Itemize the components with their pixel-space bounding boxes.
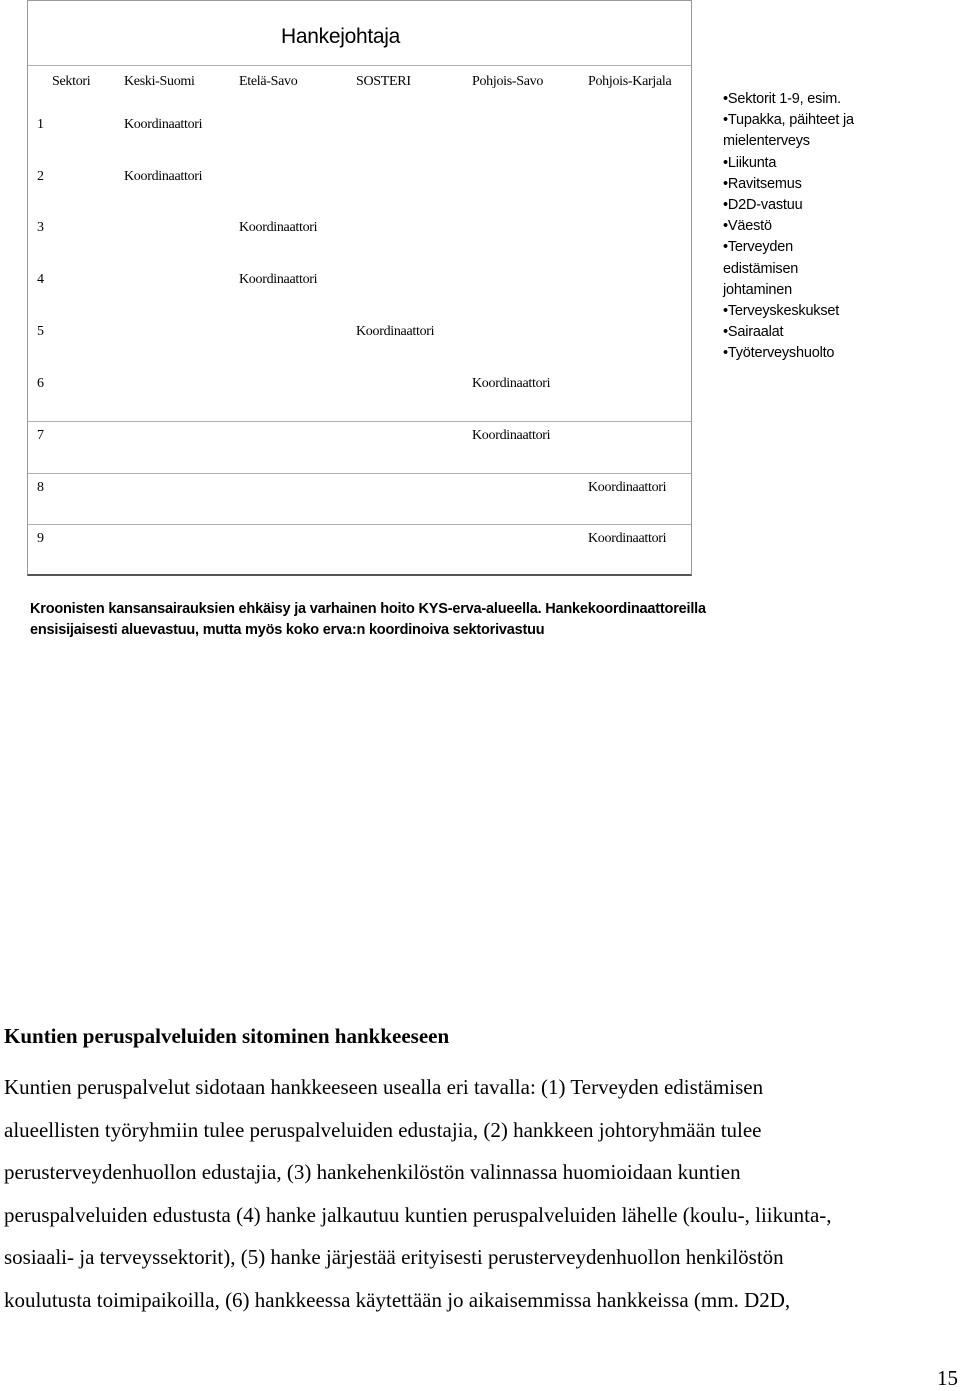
sector-number: 4 (37, 272, 44, 287)
body-paragraph (4, 1066, 949, 1321)
sector-number: 9 (37, 531, 44, 546)
column-header: Pohjois-Karjala (588, 74, 672, 89)
sector-number: 3 (37, 220, 44, 235)
sector-list (723, 89, 923, 365)
coordinator-cell: Koordinaattori (588, 480, 667, 495)
sector-list-item: •Tupakka, päihteet ja (723, 112, 854, 129)
row-divider (28, 473, 691, 474)
sector-number: 5 (37, 324, 44, 339)
sector-list-item: johtaminen (723, 281, 792, 298)
column-header: SOSTERI (356, 74, 411, 89)
column-header: Pohjois-Savo (472, 74, 544, 89)
coordinator-cell: Koordinaattori (356, 324, 435, 339)
coordinator-cell: Koordinaattori (124, 117, 203, 132)
sector-list-item: •Ravitsemus (723, 175, 802, 192)
sector-list-item: •Sairaalat (723, 324, 784, 341)
header-divider (28, 65, 691, 66)
page-number: 15 (937, 1366, 958, 1390)
diagram-caption (30, 599, 930, 641)
body-line: sosiaali- ja terveyssektorit), (5) hanke järjestää erityisesti perusterveydenhuollon henkilöstön (4, 1245, 784, 1269)
column-header: Keski-Suomi (124, 74, 195, 89)
diagram-title: Hankejohtaja (281, 25, 400, 48)
sector-list-item: •Liikunta (723, 154, 777, 171)
sector-list-item: •Väestö (723, 218, 772, 235)
coordinator-cell: Koordinaattori (239, 272, 318, 287)
sector-number: 2 (37, 169, 44, 184)
section-heading: Kuntien peruspalveluiden sitominen hankkeeseen (4, 1024, 450, 1048)
row-divider (28, 524, 691, 525)
sector-list-item: edistämisen (723, 260, 799, 277)
body-line: koulutusta toimipaikoilla, (6) hankkeessa käytettään jo aikaisemmissa hankkeissa (mm. D2D, (4, 1287, 791, 1312)
coordinator-cell: Koordinaattori (472, 376, 551, 391)
column-header: Etelä-Savo (239, 74, 298, 89)
caption-line: ensisijaisesti aluevastuu, mutta myös koko erva:n koordinoiva sektorivastuu (30, 622, 545, 638)
sector-number: 8 (37, 480, 44, 495)
sector-number: 7 (37, 428, 44, 443)
body-line: peruspalveluiden edustusta (4) hanke jalkautuu kuntien peruspalveluiden lähelle (koulu-, liikunta-, (4, 1202, 832, 1227)
sector-list-item: •Terveyskeskukset (723, 303, 840, 320)
sector-list-item: •Sektorit 1-9, esim. (723, 91, 841, 107)
column-header: Sektori (52, 74, 91, 89)
coordinator-cell: Koordinaattori (239, 220, 318, 235)
coordinator-cell: Koordinaattori (588, 531, 667, 546)
row-divider (28, 421, 691, 422)
sector-number: 1 (37, 117, 44, 132)
sector-number: 6 (37, 376, 44, 391)
body-line: alueellisten työryhmiin tulee peruspalveluiden edustajia, (2) hankkeen johtoryhmään tulee (4, 1117, 762, 1142)
body-line: Kuntien peruspalvelut sidotaan hankkeeseen usealla eri tavalla: (1) Terveyden edistämisen (4, 1075, 764, 1099)
coordinator-cell: Koordinaattori (124, 169, 203, 184)
coordinator-cell: Koordinaattori (472, 428, 551, 443)
sector-list-item: mielenterveys (723, 133, 810, 150)
organization-diagram (27, 0, 692, 576)
body-line: perusterveydenhuollon edustajia, (3) hankehenkilöstön valinnassa huomioidaan kuntien (4, 1160, 741, 1184)
sector-list-item: •Terveyden (723, 239, 793, 256)
sector-list-item: •D2D-vastuu (723, 197, 803, 214)
caption-line: Kroonisten kansansairauksien ehkäisy ja varhainen hoito KYS-erva-alueella. Hankekoordinaattoreilla (30, 601, 706, 617)
sector-list-item: •Työterveyshuolto (723, 345, 835, 362)
